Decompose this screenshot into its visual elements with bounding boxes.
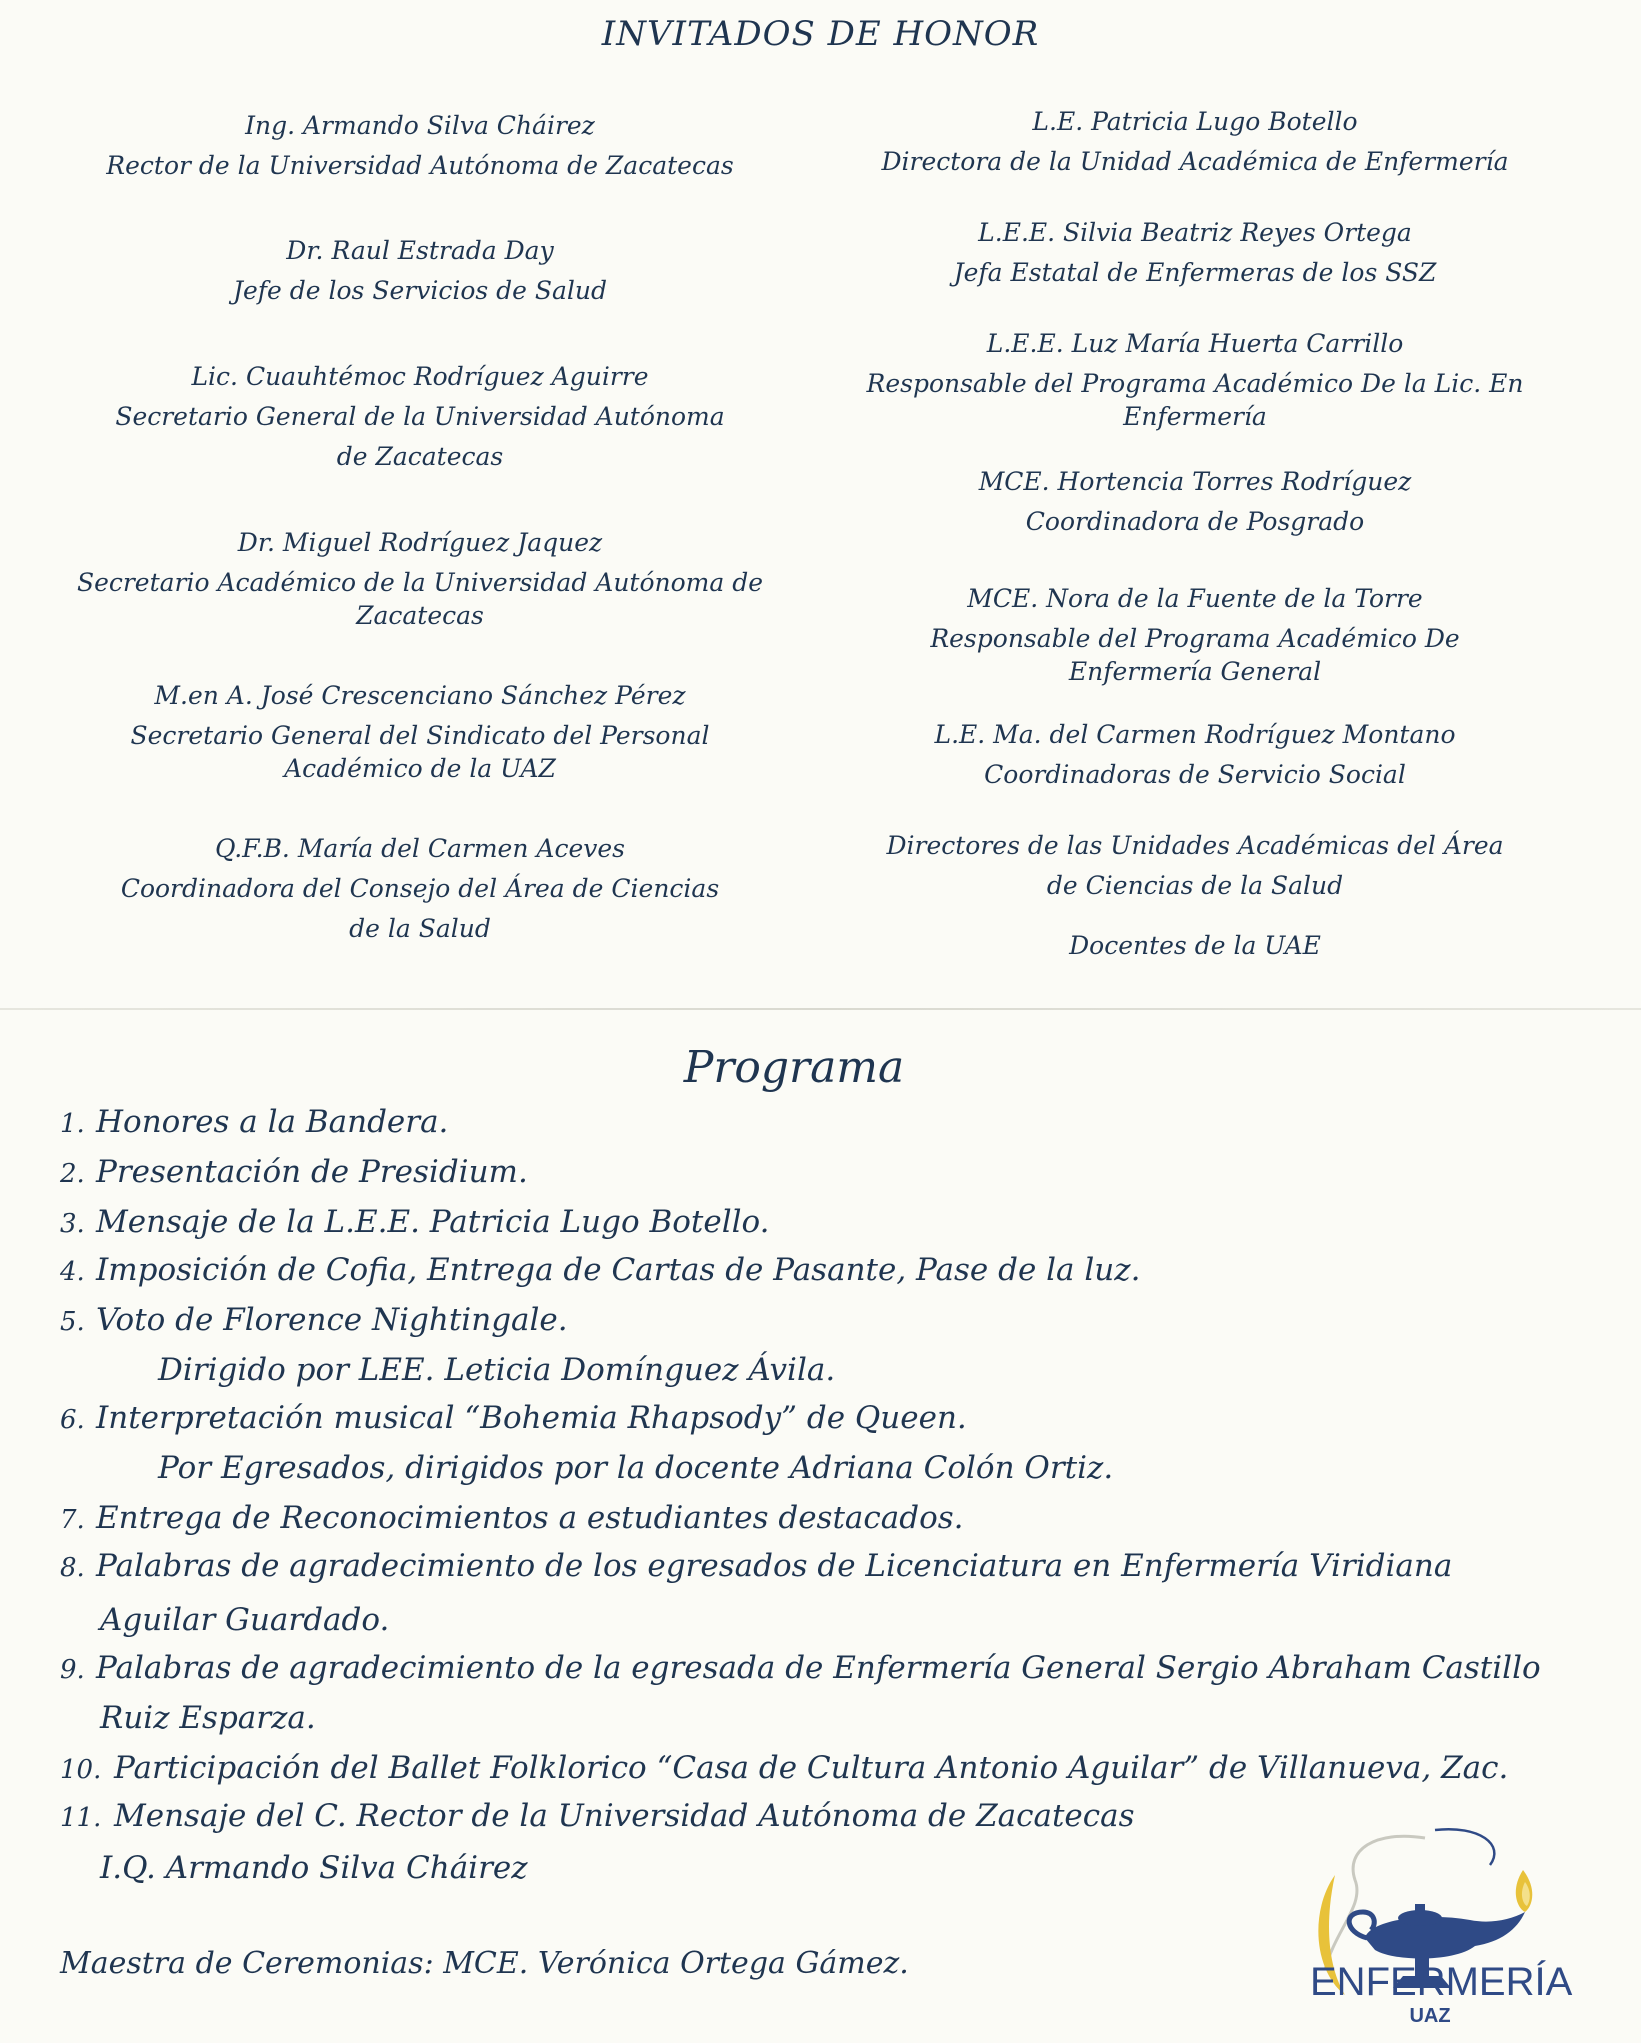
item-text: Participación del Ballet Folklorico “Casa de Cultura Antonio Aguilar” de Villanueva, Zac. bbox=[114, 1750, 1509, 1786]
program-item-11-cont: I.Q. Armando Silva Cháirez bbox=[100, 1850, 528, 1886]
item-text: Imposición de Cofia, Entrega de Cartas de Pasante, Pase de la luz. bbox=[96, 1252, 1141, 1288]
guest-left-1 bbox=[40, 106, 800, 186]
program-item-9-cont: Ruiz Esparza. bbox=[100, 1700, 316, 1736]
guest-role: Jefa Estatal de Enfermeras de los SSZ bbox=[953, 258, 1437, 287]
guest-name: Dr. Miguel Rodríguez Jaquez bbox=[237, 528, 603, 557]
guest-role: Rector de la Universidad Autónoma de Zacatecas bbox=[106, 151, 734, 180]
guest-role-cont: Enfermería General bbox=[1068, 657, 1322, 686]
guest-role-cont: de la Salud bbox=[349, 914, 491, 943]
logo-text: ENFERMERÍA bbox=[1310, 1960, 1573, 2004]
item-text: Palabras de agradecimiento de los egresados de Licenciatura en Enfermería Viridiana bbox=[96, 1548, 1453, 1584]
item-number: 3. bbox=[60, 1209, 85, 1239]
guest-name: Q.F.B. María del Carmen Aceves bbox=[214, 834, 626, 863]
program-item-5-sub: Dirigido por LEE. Leticia Domínguez Ávila. bbox=[158, 1352, 836, 1388]
item-number: 8. bbox=[60, 1553, 85, 1583]
guest-name: Dr. Raul Estrada Day bbox=[286, 236, 554, 265]
guest-name: L.E.E. Silvia Beatriz Reyes Ortega bbox=[978, 218, 1412, 247]
item-text: Palabras de agradecimiento de la egresada de Enfermería General Sergio Abraham Castillo bbox=[96, 1650, 1541, 1686]
guest-name: Ing. Armando Silva Cháirez bbox=[245, 111, 595, 140]
guest-role-cont: Zacatecas bbox=[356, 601, 484, 630]
program-item-4 bbox=[60, 1250, 1140, 1292]
guest-role: Coordinadora del Consejo del Área de Ciencias bbox=[120, 874, 720, 903]
program-item-8 bbox=[60, 1546, 1452, 1588]
guest-role: Responsable del Programa Académico De bbox=[930, 624, 1460, 653]
program-item-6-sub: Por Egresados, dirigidos por la docente Adriana Colón Ortiz. bbox=[158, 1450, 1114, 1486]
item-text: Interpretación musical “Bohemia Rhapsody” de Queen. bbox=[96, 1400, 967, 1436]
program-item-2 bbox=[60, 1152, 528, 1194]
guest-role: Secretario General de la Universidad Autónoma bbox=[115, 402, 725, 431]
program-item-3 bbox=[60, 1202, 770, 1244]
guests-heading: INVITADOS DE HONOR bbox=[601, 14, 1040, 54]
guest-name: L.E. Ma. del Carmen Rodríguez Montano bbox=[934, 720, 1456, 749]
item-number: 7. bbox=[60, 1505, 85, 1535]
guest-role: Coordinadora de Posgrado bbox=[1025, 507, 1365, 536]
program-item-11 bbox=[60, 1796, 1135, 1838]
guest-name: MCE. Hortencia Torres Rodríguez bbox=[978, 467, 1412, 496]
guest-role: Directora de la Unidad Académica de Enfermería bbox=[881, 147, 1509, 176]
item-text: Honores a la Bandera. bbox=[96, 1104, 449, 1140]
program-item-8-cont: Aguilar Guardado. bbox=[100, 1602, 390, 1638]
item-text: Mensaje de la L.E.E. Patricia Lugo Botello. bbox=[96, 1204, 770, 1240]
guest-left-6 bbox=[40, 829, 800, 949]
program-item-6 bbox=[60, 1398, 967, 1440]
guest-name: M.en A. José Crescenciano Sánchez Pérez bbox=[154, 681, 686, 710]
item-number: 5. bbox=[60, 1307, 85, 1337]
program-item-9 bbox=[60, 1648, 1541, 1690]
program-item-5 bbox=[60, 1300, 568, 1342]
guest-left-4 bbox=[40, 523, 800, 629]
guest-role: Secretario Académico de la Universidad Autónoma de bbox=[76, 568, 764, 597]
guest-left-2 bbox=[40, 231, 800, 311]
item-number: 6. bbox=[60, 1405, 85, 1435]
item-number: 2. bbox=[60, 1159, 85, 1189]
guest-name: MCE. Nora de la Fuente de la Torre bbox=[967, 584, 1423, 613]
guest-right-5 bbox=[820, 579, 1570, 685]
item-number: 9. bbox=[60, 1655, 85, 1685]
master-of-ceremonies: Maestra de Ceremonias: MCE. Verónica Ortega Gámez. bbox=[60, 1946, 909, 1981]
guest-name: Docentes de la UAE bbox=[1069, 931, 1321, 960]
guest-role: Secretario General del Sindicato del Personal bbox=[130, 721, 710, 750]
guest-role: Jefe de los Servicios de Salud bbox=[232, 276, 608, 305]
guest-name: L.E. Patricia Lugo Botello bbox=[1032, 107, 1358, 136]
guest-right-1 bbox=[820, 102, 1570, 182]
item-number: 4. bbox=[60, 1257, 85, 1287]
program-item-7 bbox=[60, 1498, 964, 1540]
item-text: Mensaje del C. Rector de la Universidad Autónoma de Zacatecas bbox=[114, 1798, 1135, 1834]
guest-role: Responsable del Programa Académico De la Lic. En bbox=[866, 369, 1524, 398]
program-title: Programa bbox=[683, 1042, 905, 1093]
guest-role-cont: de Zacatecas bbox=[336, 442, 504, 471]
guest-role-cont: Enfermería bbox=[1123, 402, 1267, 431]
guest-role: de Ciencias de la Salud bbox=[1046, 871, 1344, 900]
guest-role-cont: Académico de la UAZ bbox=[284, 754, 556, 783]
guest-right-8 bbox=[820, 926, 1570, 966]
guest-name: L.E.E. Luz María Huerta Carrillo bbox=[986, 329, 1404, 358]
item-number: 11. bbox=[60, 1803, 102, 1833]
guest-right-3 bbox=[820, 324, 1570, 430]
guest-right-4 bbox=[820, 462, 1570, 542]
item-text: Presentación de Presidium. bbox=[96, 1154, 528, 1190]
item-text: Voto de Florence Nightingale. bbox=[96, 1302, 568, 1338]
program-item-10 bbox=[60, 1748, 1508, 1790]
item-number: 1. bbox=[60, 1109, 85, 1139]
program-item-1 bbox=[60, 1102, 448, 1144]
item-text: Entrega de Reconocimientos a estudiantes destacados. bbox=[96, 1500, 964, 1536]
guest-right-7 bbox=[820, 826, 1570, 906]
logo-subtext: UAZ bbox=[1409, 2005, 1451, 2027]
guest-role: Coordinadoras de Servicio Social bbox=[984, 760, 1406, 789]
guest-right-2 bbox=[820, 213, 1570, 293]
guest-left-3 bbox=[40, 357, 800, 477]
fold-line bbox=[0, 1008, 1641, 1010]
guest-right-6 bbox=[820, 715, 1570, 795]
item-number: 10. bbox=[60, 1755, 102, 1785]
guest-left-5 bbox=[40, 676, 800, 782]
guest-name: Directores de las Unidades Académicas del Área bbox=[886, 831, 1504, 860]
guest-name: Lic. Cuauhtémoc Rodríguez Aguirre bbox=[191, 362, 649, 391]
